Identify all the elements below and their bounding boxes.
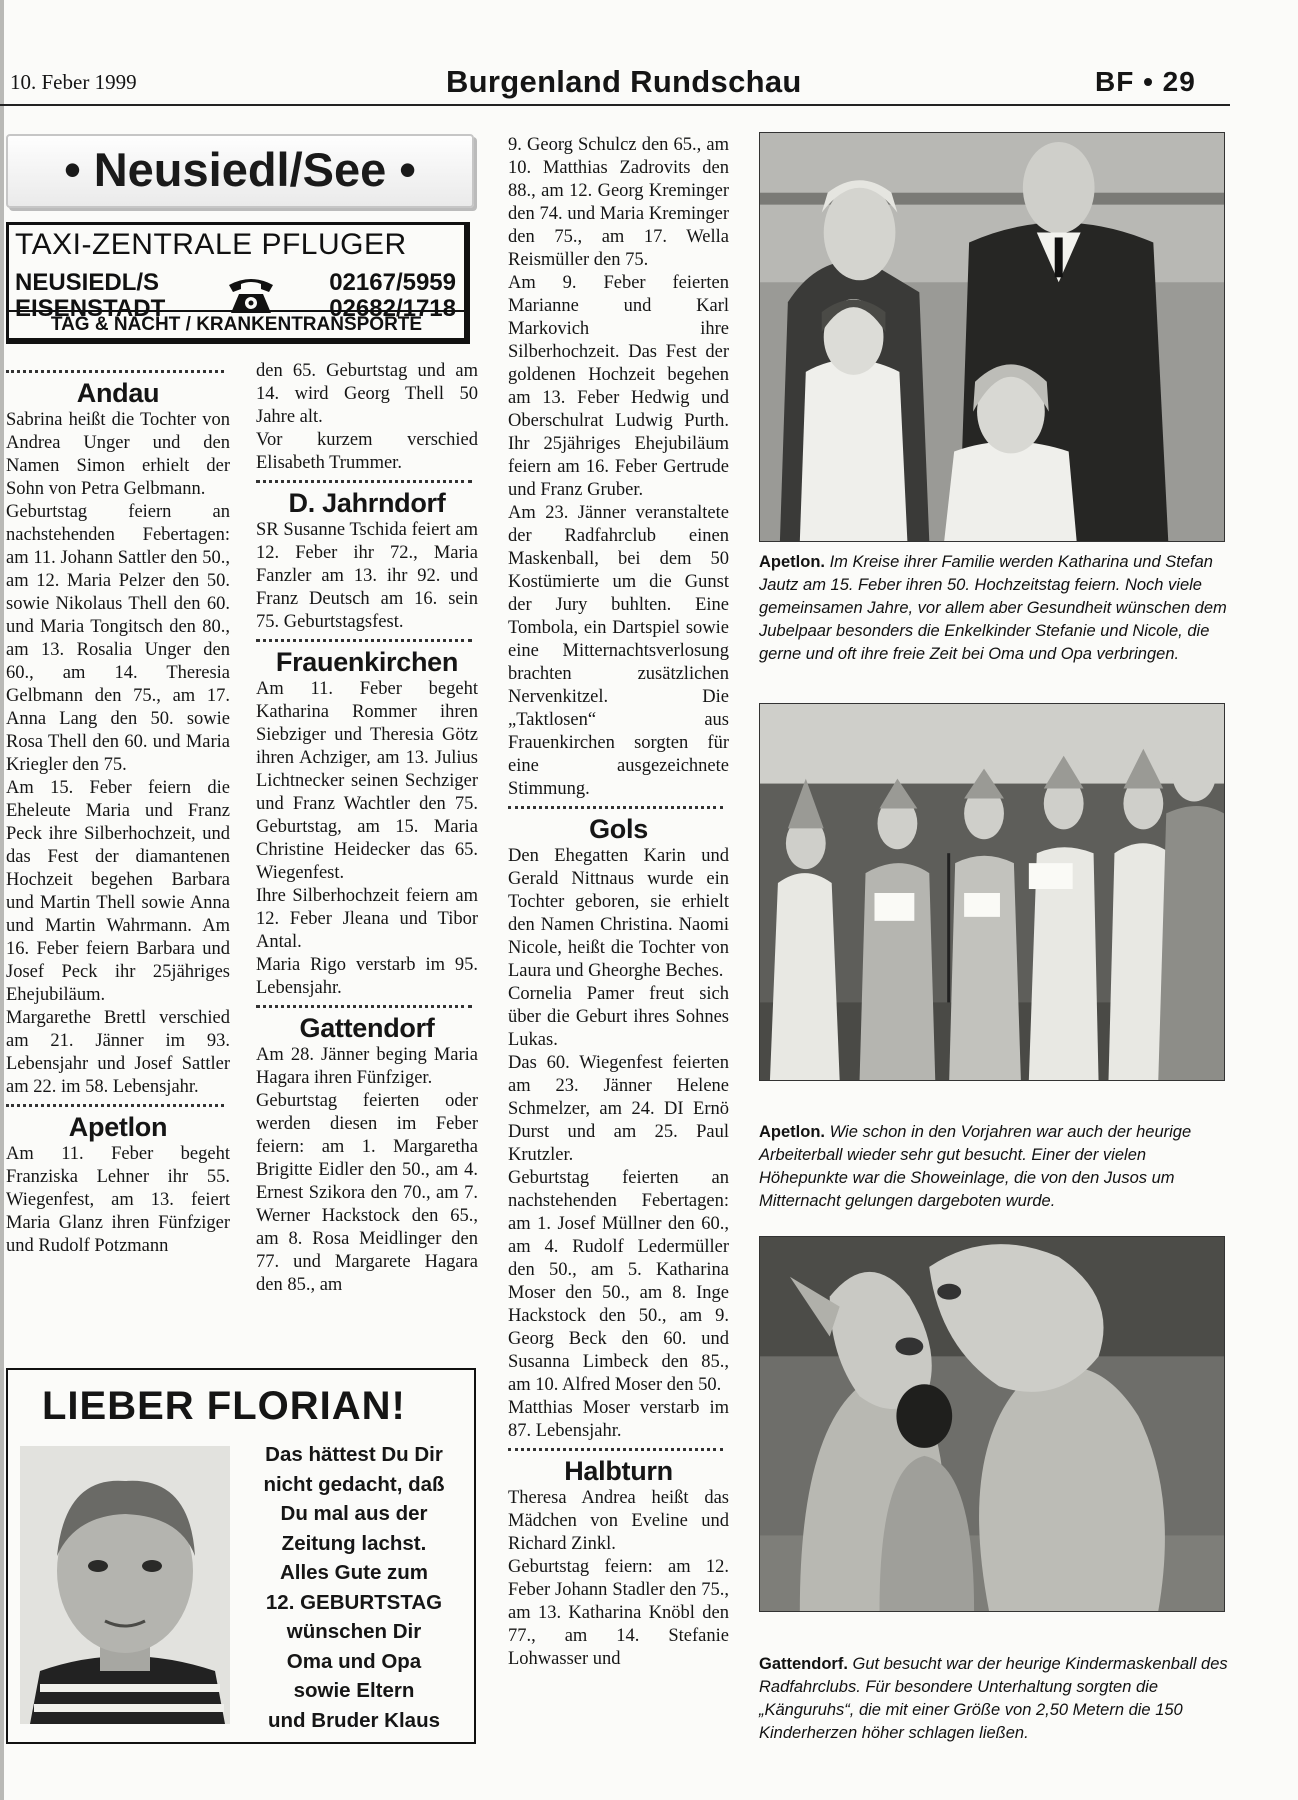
- birthday-message-line: wünschen Dir: [286, 1620, 422, 1643]
- article-paragraph: Am 15. Feber feiern die Eheleute Maria und Franz Peck ihre Silberhochzeit, und das Fest der diamantenen Hochzeit begehen Barbara und Martin Thell sowie Anna und Martin Wahrmann. Am 16. Feber feiern Barbara und Josef Peck ihr 25jähriges Ehejubiläum.: [6, 778, 230, 1005]
- kangaroo-costume-photo: [759, 1236, 1225, 1612]
- article-paragraph: Das 60. Wiegenfest feierten am 23. Jänner Helene Schmelzer, am 24. DI Ernö Durst und am 25. Paul Krutzler.: [508, 1053, 729, 1165]
- page-number: BF • 29: [1095, 66, 1196, 97]
- article-paragraph: Am 28. Jänner beging Maria Hagara ihren Fünfziger.: [256, 1045, 478, 1088]
- article-paragraph: 9. Georg Schulcz den 65., am 10. Matthias Zadrovits den 88., am 12. Georg Kreminger den 74. und Maria Kreminger den 75., am 17. Wella Reismüller den 75.: [508, 135, 729, 270]
- article-paragraph: Am 11. Feber begeht Franziska Lehner ihr 55. Wiegenfest, am 13. feiert Maria Glanz ihren Fünfziger und Rudolf Potzmann: [6, 1144, 230, 1256]
- locality-heading: Gols: [589, 814, 648, 844]
- article-paragraph: SR Susanne Tschida feiert am 12. Feber ihr 72., Maria Fanzler am 13. ihr 92. und Franz Deutsch am 16. sein 75. Geburtstagsfest.: [256, 520, 478, 632]
- dotted-divider: [256, 639, 472, 642]
- locality-heading: Apetlon: [68, 1112, 168, 1142]
- article-paragraph: Matthias Moser verstarb im 87. Lebensjahr.: [508, 1398, 729, 1441]
- taxi-city-2: EISENSTADT: [15, 295, 166, 322]
- taxi-phone-2: 02682/1718: [329, 295, 456, 322]
- taxi-city-1: NEUSIEDL/S: [15, 269, 160, 296]
- taxi-company-name: TAXI-ZENTRALE PFLUGER: [15, 228, 407, 261]
- article-paragraph: Ihre Silberhochzeit feiern am 12. Feber Jleana und Tibor Antal.: [256, 886, 478, 952]
- caption-place: Apetlon.: [759, 1123, 825, 1141]
- caption-text: Gut besucht war der heurige Kindermaskenball des Radfahrclubs. Für besondere Unterhaltung sorgten die „Känguruhs“, die mit einer Größe von 2,50 Metern die 150 Kinderherzen höher schlagen ließen.: [759, 1655, 1228, 1742]
- dotted-divider: [508, 1448, 723, 1451]
- dotted-divider: [256, 480, 472, 483]
- article-paragraph: Geburtstag feierten oder werden diesen im Feber feiern: am 1. Margaretha Brigitte Eidler den 50., am 4. Ernest Szikora den 70., am 7. Werner Hackstock den 65., am 8. Rosa Meidlinger den 77. und Margarete Hagara den 85., am: [256, 1091, 478, 1295]
- taxi-phone-1: 02167/5959: [329, 269, 456, 296]
- issue-date: 10. Feber 1999: [10, 70, 137, 94]
- article-column-2: [256, 360, 478, 1297]
- article-column-3: [508, 134, 729, 1671]
- header-rule: [0, 104, 1230, 106]
- article-paragraph: Am 9. Feber feierten Marianne und Karl Markovich ihre Silberhochzeit. Das Fest der goldenen Hochzeit begehen am 13. Feber Hedwig und Oberschulrat Ludwig Purth. Ihr 25jähriges Ehejubiläum feiern am 16. Feber Gertrude und Franz Gruber.: [508, 273, 729, 500]
- locality-heading: Gattendorf: [299, 1013, 435, 1043]
- article-paragraph: Geburtstag feiern an nachstehenden Febertagen: am 11. Johann Sattler den 50., am 12. Maria Pelzer den 50. sowie Nikolaus Thell den 60. und Maria Tongitsch den 80., am 13. Rosalia Unger den 60., am 14. Theresia Gelbmann den 75., am 17. Anna Lang den 50. sowie Rosa Thell den 60. und Maria Kriegler den 75.: [6, 502, 230, 775]
- article-paragraph: Am 11. Feber begeht Katharina Rommer ihren Siebziger und Theresia Götz ihren Achziger, am 13. Julius Lichtnecker seinen Sechziger und Franz Wachtler den 75. Geburtstag, am 15. Maria Christine Heidecker das 65. Wiegenfest.: [256, 679, 478, 883]
- dotted-divider: [256, 1005, 472, 1008]
- photo-caption-3: [759, 1653, 1229, 1745]
- birthday-ad-title: LIEBER FLORIAN!: [42, 1384, 406, 1428]
- locality-heading: D. Jahrndorf: [288, 488, 446, 518]
- photo-caption-1: [759, 551, 1229, 666]
- locality-heading: Frauenkirchen: [275, 647, 459, 677]
- article-paragraph: Theresa Andrea heißt das Mädchen von Eveline und Richard Zinkl.: [508, 1488, 729, 1554]
- birthday-message-line: Das hättest Du Dir: [265, 1443, 443, 1466]
- article-column-1: [6, 365, 230, 1258]
- dotted-divider: [6, 370, 224, 373]
- dotted-divider: [508, 806, 723, 809]
- birthday-message-line: Zeitung lachst.: [281, 1531, 427, 1555]
- birthday-message-line: Du mal aus der: [280, 1502, 428, 1525]
- birthday-message-line: Alles Gute zum: [279, 1561, 429, 1584]
- article-paragraph: Sabrina heißt die Tochter von Andrea Unger und den Namen Simon erhielt der Sohn von Petra Gelbmann.: [6, 410, 230, 499]
- article-paragraph: Maria Rigo verstarb im 95. Lebensjahr.: [256, 955, 478, 998]
- photo-caption-2: [759, 1121, 1229, 1213]
- caption-text: Wie schon in den Vorjahren war auch der heurige Arbeiterball wieder sehr gut besucht. Einer der vielen Höhepunkte war die Showeinlage, die von den Jusos um Mitternacht gelungen dargeboten wurde.: [759, 1123, 1192, 1210]
- article-paragraph: Geburtstag feiern: am 12. Feber Johann Stadler den 75., am 13. Katharina Knöbl den 77., am 14. Stefanie Lohwasser und: [508, 1557, 729, 1669]
- birthday-message-line: Oma und Opa: [286, 1649, 422, 1673]
- article-paragraph: Margarethe Brettl verschied am 21. Jänner im 93. Lebensjahr und Josef Sattler am 22. im 58. Lebensjahr.: [6, 1008, 230, 1097]
- article-paragraph: Vor kurzem verschied Elisabeth Trummer.: [256, 430, 478, 473]
- caption-place: Apetlon.: [759, 553, 825, 571]
- taxi-services: TAG & NACHT / KRANKENTRANSPORTE: [9, 310, 464, 338]
- caption-text: Im Kreise ihrer Familie werden Katharina und Stefan Jautz am 15. Feber ihren 50. Hochzeitstag feiern. Noch viele gemeinsamen Jahre, vor allem aber Gesundheit wünschen dem Jubelpaar besonders die Enkelkinder Stefanie und Nicole, die gerne und oft ihre freie Zeit bei Oma und Opa verbringen.: [759, 553, 1227, 663]
- birthday-message-line: und Bruder Klaus: [268, 1708, 440, 1732]
- article-paragraph: Am 23. Jänner veranstaltete der Radfahrclub einen Maskenball, bei dem 50 Kostümierte um die Gunst der Jury buhlten. Eine Tombola, ein Dartspiel sowie eine Mitternachtsverlosung brachten zusätzlichen Nervenkitzel. Die „Taktlosen“ aus Frauenkirchen sorgten für eine ausgezeichnete Stimmung.: [508, 503, 729, 799]
- article-paragraph: Geburtstag feierten an nachstehenden Febertagen: am 1. Josef Müllner den 60., am 4. Rudolf Ledermüller den 50., am 5. Katharina Moser den 50., am 8. Inge Hackstock den 50., am 9. Georg Beck den 60. und Susanna Limbeck den 85., am 10. Alfred Moser den 50.: [508, 1168, 729, 1395]
- birthday-message-line: sowie Eltern: [293, 1679, 415, 1702]
- section-banner: • Neusiedl/See •: [6, 134, 474, 208]
- birthday-message-line: nicht gedacht, daß: [263, 1472, 445, 1496]
- family-photo: [759, 132, 1225, 542]
- taxi-advertisement: [6, 222, 470, 344]
- boy-portrait-photo: [20, 1446, 230, 1724]
- dotted-divider: [6, 1104, 224, 1107]
- birthday-advertisement: [6, 1368, 476, 1744]
- article-paragraph: den 65. Geburtstag und am 14. wird Georg Thell 50 Jahre alt.: [256, 361, 478, 427]
- show-performance-photo: [759, 703, 1225, 1081]
- article-paragraph: Cornelia Pamer freut sich über die Geburt ihres Sohnes Lukas.: [508, 984, 729, 1050]
- birthday-message-line: 12. GEBURTSTAG: [265, 1590, 443, 1614]
- locality-heading: Halbturn: [564, 1456, 673, 1486]
- birthday-message: [238, 1440, 470, 1735]
- caption-place: Gattendorf.: [759, 1655, 848, 1673]
- article-paragraph: Den Ehegatten Karin und Gerald Nittnaus wurde ein Tochter geboren, sie erhielt den Namen Christina. Naomi Nicole, heißt die Tochter von Laura und Gheorghe Beches.: [508, 846, 729, 981]
- locality-heading: Andau: [76, 378, 160, 408]
- page-edge: [0, 0, 4, 1800]
- newspaper-title: Burgenland Rundschau: [446, 64, 802, 99]
